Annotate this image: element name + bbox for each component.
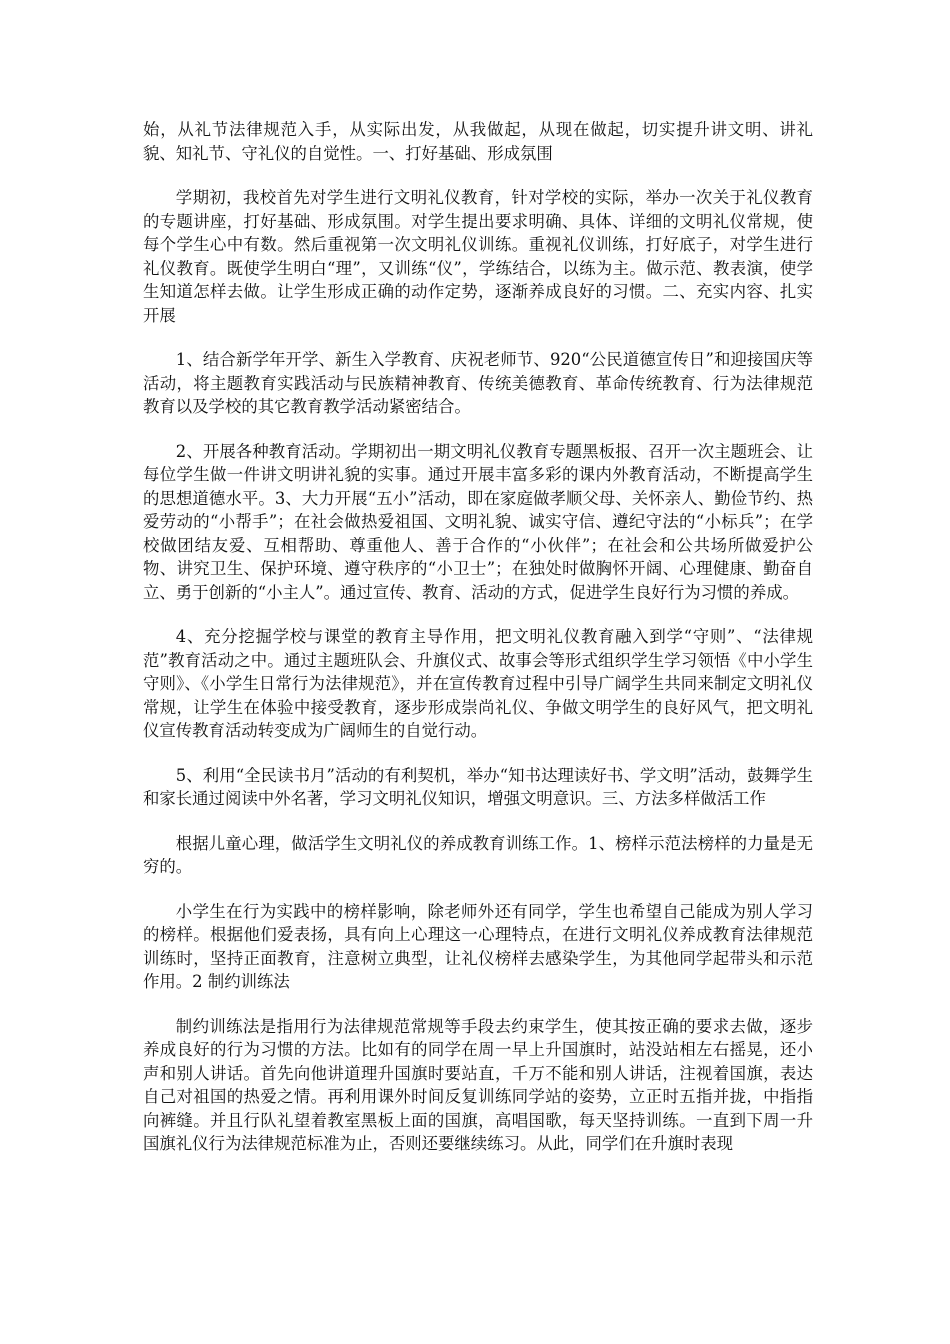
paragraph: 根据儿童心理，做活学生文明礼仪的养成教育训练工作。1、榜样示范法榜样的力量是无穷的。 xyxy=(143,833,813,876)
paragraph: 学期初，我校首先对学生进行文明礼仪教育，针对学校的实际，举办一次关于礼仪教育的专题讲座，打好基础、形成氛围。对学生提出要求明确、具体、详细的文明礼仪常规，使每个学生心中有数。然后重视第一次文明礼仪训练。重视礼仪训练，打好底子，对学生进行礼仪教育。既使学生明白“理”，又训练“仪”，学练结合，以练为主。做示范、教表演，使学生知道怎样去做。让学生形成正确的动作定势，逐渐养成良好的习惯。二、充实内容、扎实开展 xyxy=(143,188,813,325)
paragraph: 制约训练法是指用行为法律规范常规等手段去约束学生，使其按正确的要求去做，逐步养成良好的行为习惯的方法。比如有的同学在周一早上升国旗时，站没站相左右摇晃，还小声和别人讲话。首先向他讲道理升国旗时要站直，千万不能和别人讲话，注视着国旗，表达自己对祖国的热爱之情。再利用课外时间反复训练同学站的姿势，立正时五指并拢，中指指向裤缝。并且行队礼望着教室黑板上面的国旗，高唱国歌，每天坚持训练。一直到下周一升国旗礼仪行为法律规范标准为止，否则还要继续练习。从此，同学们在升旗时表现 xyxy=(143,1016,813,1153)
paragraph: 始，从礼节法律规范入手，从实际出发，从我做起，从现在做起，切实提升讲文明、讲礼貌、知礼节、守礼仪的自觉性。一、打好基础、形成氛围 xyxy=(143,120,813,163)
paragraph: 2、开展各种教育活动。学期初出一期文明礼仪教育专题黑板报、召开一次主题班会、让每位学生做一件讲文明讲礼貌的实事。通过开展丰富多彩的课内外教育活动，不断提高学生的思想道德水平。3、大力开展“五小”活动，即在家庭做孝顺父母、关怀亲人、勤俭节约、热爱劳动的“小帮手”；在社会做热爱祖国、文明礼貌、诚实守信、遵纪守法的“小标兵”；在学校做团结友爱、互相帮助、尊重他人、善于合作的“小伙伴”；在社会和公共场所做爱护公物、讲究卫生、保护环境、遵守秩序的“小卫士”；在独处时做胸怀开阔、心理健康、勤奋自立、勇于创新的“小主人”。通过宣传、教育、活动的方式，促进学生良好行为习惯的养成。 xyxy=(143,441,813,602)
paragraph: 1、结合新学年开学、新生入学教育、庆祝老师节、920“公民道德宣传日”和迎接国庆等活动，将主题教育实践活动与民族精神教育、传统美德教育、革命传统教育、行为法律规范教育以及学校的其它教育教学活动紧密结合。 xyxy=(143,350,813,416)
paragraph: 4、充分挖掘学校与课堂的教育主导作用，把文明礼仪教育融入到学“守则”、“法律规范”教育活动之中。通过主题班队会、升旗仪式、故事会等形式组织学生学习领悟《中小学生守则》、《小学生日常行为法律规范》，并在宣传教育过程中引导广阔学生共同来制定文明礼仪常规，让学生在体验中接受教育，逐步形成崇尚礼仪、争做文明学生的良好风气，把文明礼仪宣传教育活动转变成为广阔师生的自觉行动。 xyxy=(143,627,813,740)
paragraph: 5、利用“全民读书月”活动的有利契机，举办“知书达理读好书、学文明”活动，鼓舞学生和家长通过阅读中外名著，学习文明礼仪知识，增强文明意识。三、方法多样做活工作 xyxy=(143,765,813,808)
document-body xyxy=(143,118,813,1177)
paragraph: 小学生在行为实践中的榜样影响，除老师外还有同学，学生也希望自己能成为别人学习的榜样。根据他们爱表扬，具有向上心理这一心理特点，在进行文明礼仪养成教育法律规范训练时，坚持正面教育，注意树立典型，让礼仪榜样去感染学生，为其他同学起带头和示范作用。2 制约训练法 xyxy=(143,901,813,991)
